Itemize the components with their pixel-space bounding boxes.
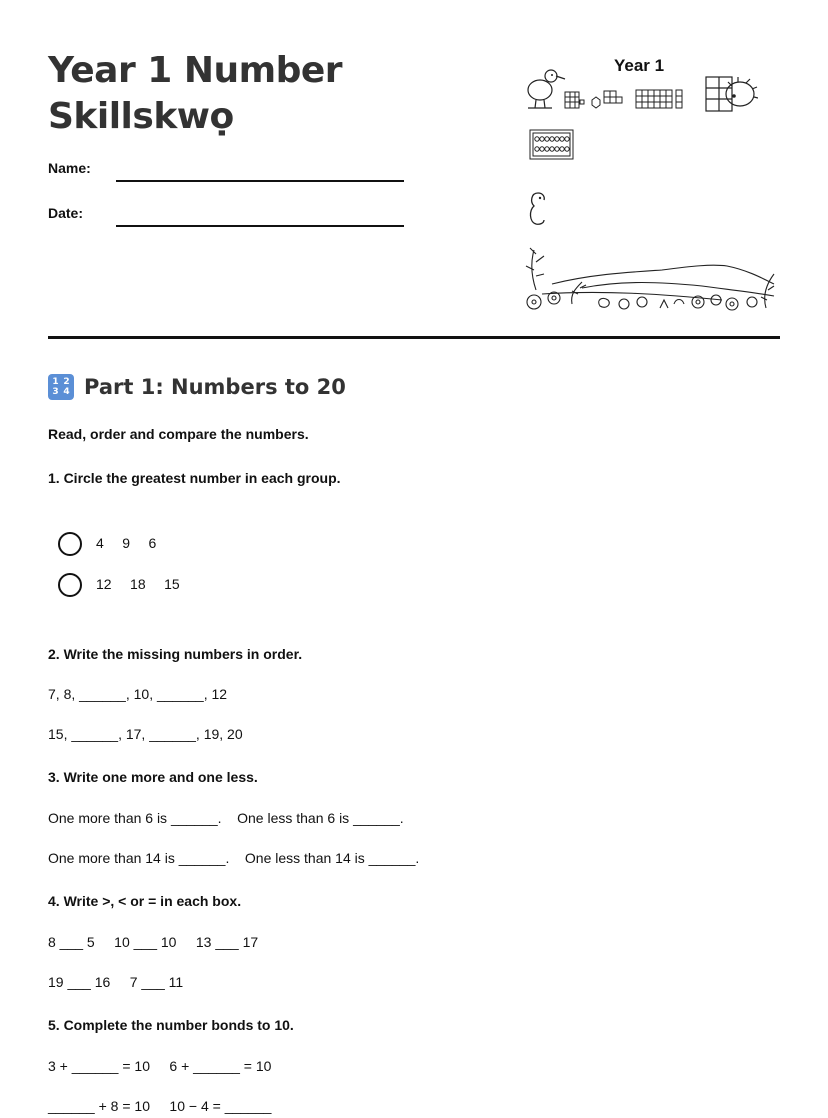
part1-heading [48,374,346,400]
q1-group-2 [58,573,194,597]
base-ten-blocks-illustration [562,86,687,112]
date-label: Date: [48,205,84,221]
number: 9 [122,535,131,551]
q5-line-1[interactable]: 3 + ______ = 10 6 + ______ = 10 [48,1058,272,1074]
number: 4 [96,535,104,551]
part1-heading-text: Part 1: Numbers to 20 [84,375,346,399]
ten-frame-hedgehog-illustration [704,74,758,114]
number: 15 [164,576,180,592]
name-label: Name: [48,160,91,176]
worksheet-title: Year 1 Number Skillskwọ [48,50,343,137]
small-bird-illustration [526,190,550,226]
kiwi-bird-illustration [522,64,566,112]
q2-line-1[interactable]: 7, 8, ______, 10, ______, 12 [48,686,228,702]
number: 18 [130,576,146,592]
landscape-flowers-illustration [512,244,780,316]
q4-line-1[interactable]: 8 ___ 5 10 ___ 10 13 ___ 17 [48,934,259,950]
answer-circle[interactable] [58,573,82,597]
q1-title: 1. Circle the greatest number in each group. [48,470,341,486]
q3-title: 3. Write one more and one less. [48,769,258,785]
q3-line-1[interactable]: One more than 6 is ______. One less than 6 is ______. [48,810,404,826]
answer-circle[interactable] [58,532,82,556]
q5-line-2[interactable]: ______ + 8 = 10 10 − 4 = ______ [48,1098,272,1114]
q1-group-1 [58,532,170,556]
number: 6 [148,535,157,551]
date-line[interactable] [116,225,404,227]
q4-line-2[interactable]: 19 ___ 16 7 ___ 11 [48,974,184,990]
q5-title: 5. Complete the number bonds to 10. [48,1017,294,1033]
counters-tray-illustration [529,129,575,161]
q2-line-2[interactable]: 15, ______, 17, ______, 19, 20 [48,726,243,742]
part1-intro: Read, order and compare the numbers. [48,426,309,442]
name-line[interactable] [116,180,404,182]
q3-line-2[interactable]: One more than 14 is ______. One less than 14 is ______. [48,850,420,866]
header-divider [48,336,780,339]
q2-title: 2. Write the missing numbers in order. [48,646,303,662]
q4-title: 4. Write >, < or = in each box. [48,893,242,909]
number: 12 [96,576,112,592]
art-title: Year 1 [614,56,665,75]
numbers-1234-icon: 1 2 3 4 [48,374,74,400]
